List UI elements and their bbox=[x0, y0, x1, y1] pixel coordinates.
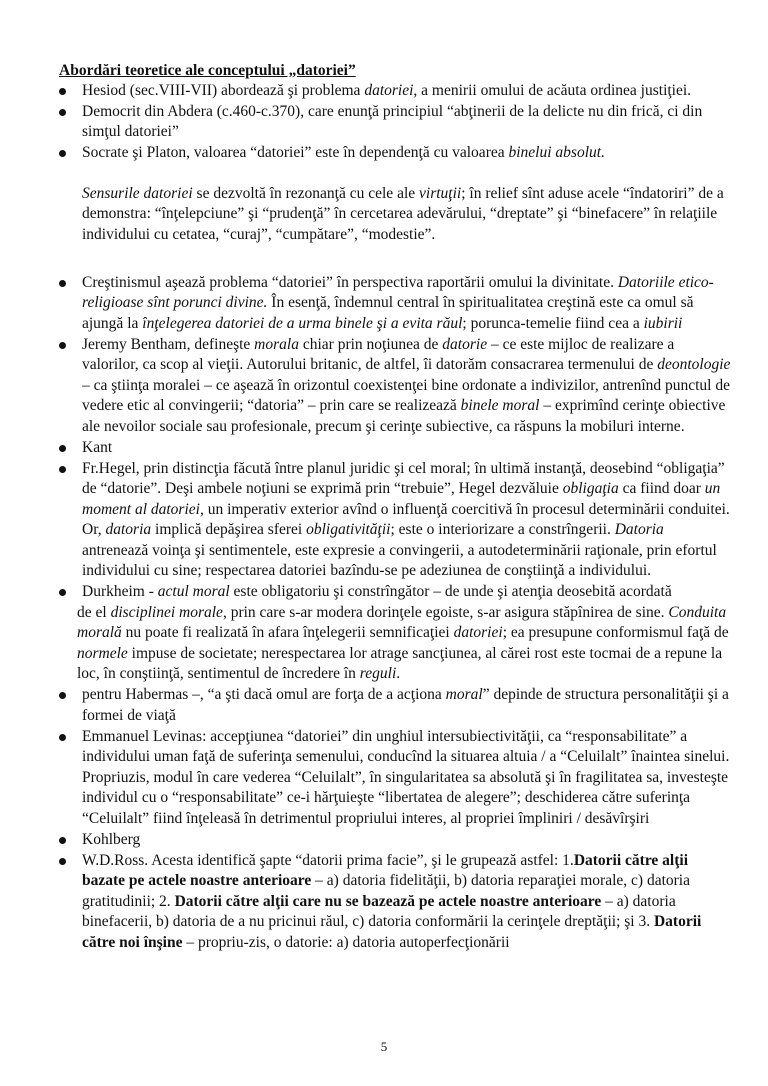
text: se dezvoltă în rezonanţă cu cele ale bbox=[192, 184, 420, 202]
bold-text: Datorii către noi înşine bbox=[82, 913, 702, 951]
italic-text: disciplinei morale bbox=[110, 603, 223, 621]
italic-text: datoria bbox=[105, 521, 152, 538]
text: – a) datoria binefacerii, b) datoria de a nu pricinui răul, c) datoria conformării la cerinţele dreptăţii; şi 3. bbox=[82, 892, 676, 930]
italic-text: deontologie bbox=[657, 356, 731, 373]
italic-text: virtuţii bbox=[419, 184, 462, 202]
italic-text: obligaţia bbox=[562, 480, 619, 497]
italic-text: datoriei bbox=[453, 624, 503, 641]
text: un imperativ exterior avînd o influenţă coercitivă în procesul determinării conduitei. Or, bbox=[82, 500, 730, 538]
text: Emmanuel Levinas: accepţiunea “datoriei” din unghiul intersubiectivităţii, ca “responsabilitate” a individului uman faţă de suferinţa semenului, conducînd la situarea altuia / a “Celuilalt” înaintea sinelui. Propriuzis, modul în care vederea “Celuilalt”, în singularitatea sa absolută şi în fragilitatea sa, investeşte individul cu o “responsabilitate” ce-i hărţuieşte “libertatea de alegere”; deschiderea către suferinţa “Celuilalt” fiind înţeleasă în detrimentul propriului interes, al propriei împliniri / desăvîrşiri bbox=[82, 727, 730, 827]
text: ca fiind doar bbox=[618, 480, 705, 497]
italic-text: morala bbox=[254, 335, 299, 353]
content-list bbox=[0, 80, 768, 953]
list-item-levinas bbox=[0, 727, 768, 830]
text: pentru Habermas –, “a şti dacă omul are forţa de a acţiona bbox=[82, 686, 446, 703]
italic-text: Datoria bbox=[614, 521, 664, 538]
text: Durkheim - bbox=[82, 583, 158, 600]
list-item-hesiod bbox=[0, 81, 768, 102]
text: – a) datoria fidelităţii, b) datoria reparaţiei morale, c) datoria gratitudinii; 2. bbox=[82, 872, 690, 910]
list-item-bentham bbox=[0, 335, 768, 438]
list-item-crestinismul bbox=[0, 273, 768, 335]
italic-text: actul moral bbox=[157, 583, 230, 600]
italic-text: binelui absolut. bbox=[508, 144, 605, 161]
text: ” depinde de structura personalităţii şi a formei de viaţă bbox=[82, 686, 729, 724]
text: chiar prin noţiunea de bbox=[298, 335, 443, 353]
italic-text: obligativităţii bbox=[306, 521, 391, 538]
italic-text: Conduita morală bbox=[77, 603, 727, 641]
text: Socrate şi Platon, valoarea “datoriei” este în dependenţă cu valoarea bbox=[82, 144, 509, 161]
text: Kohlberg bbox=[82, 830, 141, 848]
list-item-kant bbox=[0, 438, 768, 459]
bold-text: Datorii către alţii bazate pe actele noastre anterioare bbox=[82, 851, 689, 889]
list-item-ross bbox=[0, 851, 768, 954]
italic-text: înţelegerea datoriei de a urma binele şi a evita răul bbox=[142, 314, 463, 332]
text: nu poate fi realizată în afara înţelegerii semnificaţiei bbox=[121, 624, 454, 641]
italic-text: iubirii bbox=[643, 314, 683, 332]
text: Hesiod (sec.VIII-VII) abordează şi problema bbox=[82, 81, 365, 99]
text: , prin care s-ar modera dorinţele egoiste, s-ar asigura stăpînirea de sine. bbox=[222, 603, 669, 621]
italic-text: datoriei bbox=[364, 81, 414, 99]
bold-text: Datorii către alţii care nu se bazează pe actele noastre anterioare bbox=[174, 892, 602, 910]
page-number: 5 bbox=[380, 1039, 388, 1054]
text: de el bbox=[77, 603, 111, 621]
text: ; în relief sînt aduse acele “îndatoriri” de a demonstra: “înţelepciune” şi “prudenţă” în cercetarea adevărului, “dreptate” şi “binefacere” în relaţiile individului cu cetatea, “curaj”, “cumpătare”, “modestie”. bbox=[82, 184, 724, 243]
text: . bbox=[396, 665, 401, 682]
italic-text: un moment al datoriei, bbox=[82, 480, 721, 518]
list-item-hegel bbox=[0, 459, 768, 582]
text: – exprimînd cerinţe obiective ale nevoilor sociale sau profesionale, precum şi cerinţe subiective, ca răspuns la mobiluri interne. bbox=[82, 397, 726, 435]
text: ; ea presupune conformismul faţă de bbox=[502, 624, 729, 641]
text: – ca ştiinţa moralei – ce aşează în orizontul coexistenţei bine ordonate a indivizilor, antrenînd punctul de vedere etic al convingerii; “datoria” – prin care se realizează bbox=[82, 376, 730, 414]
text: Kant bbox=[82, 438, 113, 456]
text: impuse de societate; nerespectarea lor atrage sancţiunea, al cărei rost este tocmai de a repune la loc, în conştiinţă, sentimentul de încredere în bbox=[77, 644, 723, 682]
italic-text: datorie bbox=[442, 335, 488, 353]
paragraph-sensurile-datoriei bbox=[0, 184, 768, 246]
italic-text: Sensurile datoriei bbox=[82, 184, 193, 202]
hanging-line bbox=[77, 603, 732, 685]
list-item-habermas bbox=[0, 685, 768, 726]
text: – propriu-zis, o datorie: a) datoria autoperfecţionării bbox=[182, 933, 510, 951]
text: În esenţă, îndemnul central în spiritualitatea creştină este ca omul să ajungă la bbox=[82, 294, 694, 332]
text: Fr.Hegel, prin distincţia făcută între planul juridic şi cel moral; în ultimă instanţă, deosebind “obligaţia” de “datorie”. Deşi ambele noţiuni se exprimă prin “trebuie”, Hegel dezvăluie bbox=[82, 459, 725, 497]
section-heading: Abordări teoretice ale conceptului „datoriei” bbox=[59, 62, 356, 79]
italic-text: reguli bbox=[359, 665, 397, 682]
italic-text: normele bbox=[77, 644, 128, 662]
text: Creştinismul aşează problema “datoriei” în perspectiva raportării omului la divinitate. bbox=[82, 273, 618, 291]
text: , a menirii omului de acăuta ordinea justiţiei. bbox=[413, 81, 692, 99]
list-item-democrit bbox=[0, 102, 768, 143]
text: ; este o interiorizare a constrîngerii. bbox=[390, 521, 615, 538]
italic-text: Datoriile etico-religioase sînt porunci divine. bbox=[82, 273, 714, 311]
text: W.D.Ross. Acesta identifică şapte “datorii prima facie”, şi le grupează astfel: 1. bbox=[82, 851, 574, 869]
text: este obligatoriu şi constrîngător – de unde şi atenţia deosebită acordată bbox=[229, 583, 672, 600]
text: Democrit din Abdera (c.460-c.370), care enunţă principiul “abţinerii de la delicte nu din frică, ci din simţul datoriei” bbox=[82, 102, 703, 140]
list-item-socrate-platon bbox=[0, 143, 768, 164]
text: – ce este mijloc de realizare a valorilor, ca scop al vieţii. Autorului britanic, de altfel, îi datorăm consacrarea termenului de bbox=[82, 335, 675, 373]
text: ; porunca-temelie fiind cea a bbox=[462, 314, 644, 332]
list-item-durkheim bbox=[0, 582, 768, 685]
list-item-kohlberg bbox=[0, 830, 768, 851]
italic-text: moral bbox=[445, 686, 483, 703]
text: Jeremy Bentham, defineşte bbox=[82, 335, 255, 353]
text: implică depăşirea sferei bbox=[151, 521, 307, 538]
italic-text: binele moral bbox=[460, 397, 540, 414]
text: antrenează voinţa şi sentimentele, este expresie a convingerii, a autodeterminării raţionale, prin efortul individului cu sine; respectarea datoriei bazîndu-se pe adeziunea de conştiinţă a individului. bbox=[82, 541, 717, 579]
